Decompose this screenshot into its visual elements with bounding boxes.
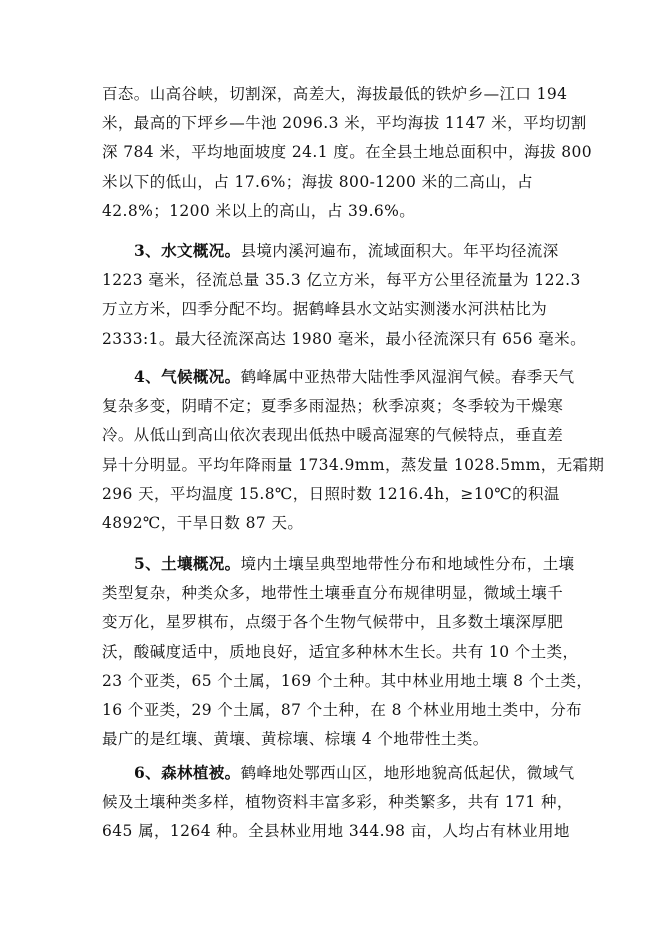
text-line-body: 鹤峰地处鄂西山区，地形地貌高低起伏，微域气 xyxy=(240,764,575,782)
text-line: 冷。从低山到高山依次表现出低热中暖高湿寒的气候特点，垂直差 xyxy=(102,426,564,445)
section-heading-soil: 5、土壤概况。 xyxy=(134,554,241,573)
text-line: 42.8%；1200 米以上的高山，占 39.6%。 xyxy=(102,201,416,220)
text-line xyxy=(102,236,558,266)
section-heading-hydrology: 3、水文概况。 xyxy=(134,241,241,260)
text-line: 米以下的低山，占 17.6%；海拔 800-1200 米的二高山，占 xyxy=(102,172,533,191)
paragraph-hydrology xyxy=(102,236,586,354)
paragraph-climate xyxy=(102,362,605,538)
paragraph-terrain xyxy=(102,80,593,226)
text-line: 异十分明显。平均年降雨量 1734.9mm，蒸发量 1028.5mm，无霜期 xyxy=(102,455,605,474)
text-line xyxy=(102,549,575,579)
text-line: 2333:1。最大径流深高达 1980 毫米，最小径流深只有 656 毫米。 xyxy=(102,329,586,348)
text-line: 沃，酸碱度适中，质地良好，适宜多种林木生长。共有 10 个土类， xyxy=(102,642,579,661)
section-heading-climate: 4、气候概况。 xyxy=(134,367,241,386)
text-line: 645 属，1264 种。全县林业用地 344.98 亩，人均占有林业用地 xyxy=(102,822,570,841)
text-line: 复杂多变，阴晴不定；夏季多雨湿热；秋季凉爽；冬季较为干燥寒 xyxy=(102,397,564,416)
text-line: 变万化，星罗棋布，点缀于各个生物气候带中，且多数土壤深厚肥 xyxy=(102,613,564,632)
section-heading-vegetation: 6、森林植被。 xyxy=(134,763,241,782)
text-line: 米，最高的下坪乡—牛池 2096.3 米，平均海拔 1147 米，平均切割 xyxy=(102,114,587,133)
text-line xyxy=(102,362,575,392)
text-line: 1223 毫米，径流总量 35.3 亿立方米，每平方公里径流量为 122.3 xyxy=(102,271,581,290)
text-line-body: 境内土壤呈典型地带性分布和地域性分布，土壤 xyxy=(240,555,575,573)
paragraph-vegetation xyxy=(102,758,575,847)
text-line: 候及土壤种类多样，植物资料丰富多彩，种类繁多，共有 171 种， xyxy=(102,793,573,812)
text-line: 万立方米，四季分配不均。据鹤峰县水文站实测溇水河洪枯比为 xyxy=(102,300,548,319)
text-line: 23 个亚类，65 个土属，169 个土种。其中林业用地土壤 8 个土类， xyxy=(102,671,593,690)
text-line: 4892℃，干旱日数 87 天。 xyxy=(102,514,304,533)
text-line: 最广的是红壤、黄壤、黄棕壤、棕壤 4 个地带性土类。 xyxy=(102,730,489,749)
paragraph-soil xyxy=(102,549,593,754)
text-line: 296 天，平均温度 15.8℃，日照时数 1216.4h，≥10℃的积温 xyxy=(102,484,560,503)
text-line: 类型复杂，种类众多，地带性土壤垂直分布规律明显，微域土壤千 xyxy=(102,584,564,603)
text-line-body: 鹤峰属中亚热带大陆性季风湿润气候。春季天气 xyxy=(240,368,575,386)
text-line: 百态。山高谷峡，切割深，高差大，海拔最低的铁炉乡—江口 194 xyxy=(102,85,568,103)
text-line: 16 个亚类，29 个土属，87 个土种，在 8 个林业用地土类中，分布 xyxy=(102,701,583,720)
text-line-body: 县境内溪河遍布，流域面积大。年平均径流深 xyxy=(240,242,559,260)
text-line xyxy=(102,758,575,788)
text-line: 深 784 米，平均地面坡度 24.1 度。在全县土地总面积中，海拔 800 xyxy=(102,143,593,162)
